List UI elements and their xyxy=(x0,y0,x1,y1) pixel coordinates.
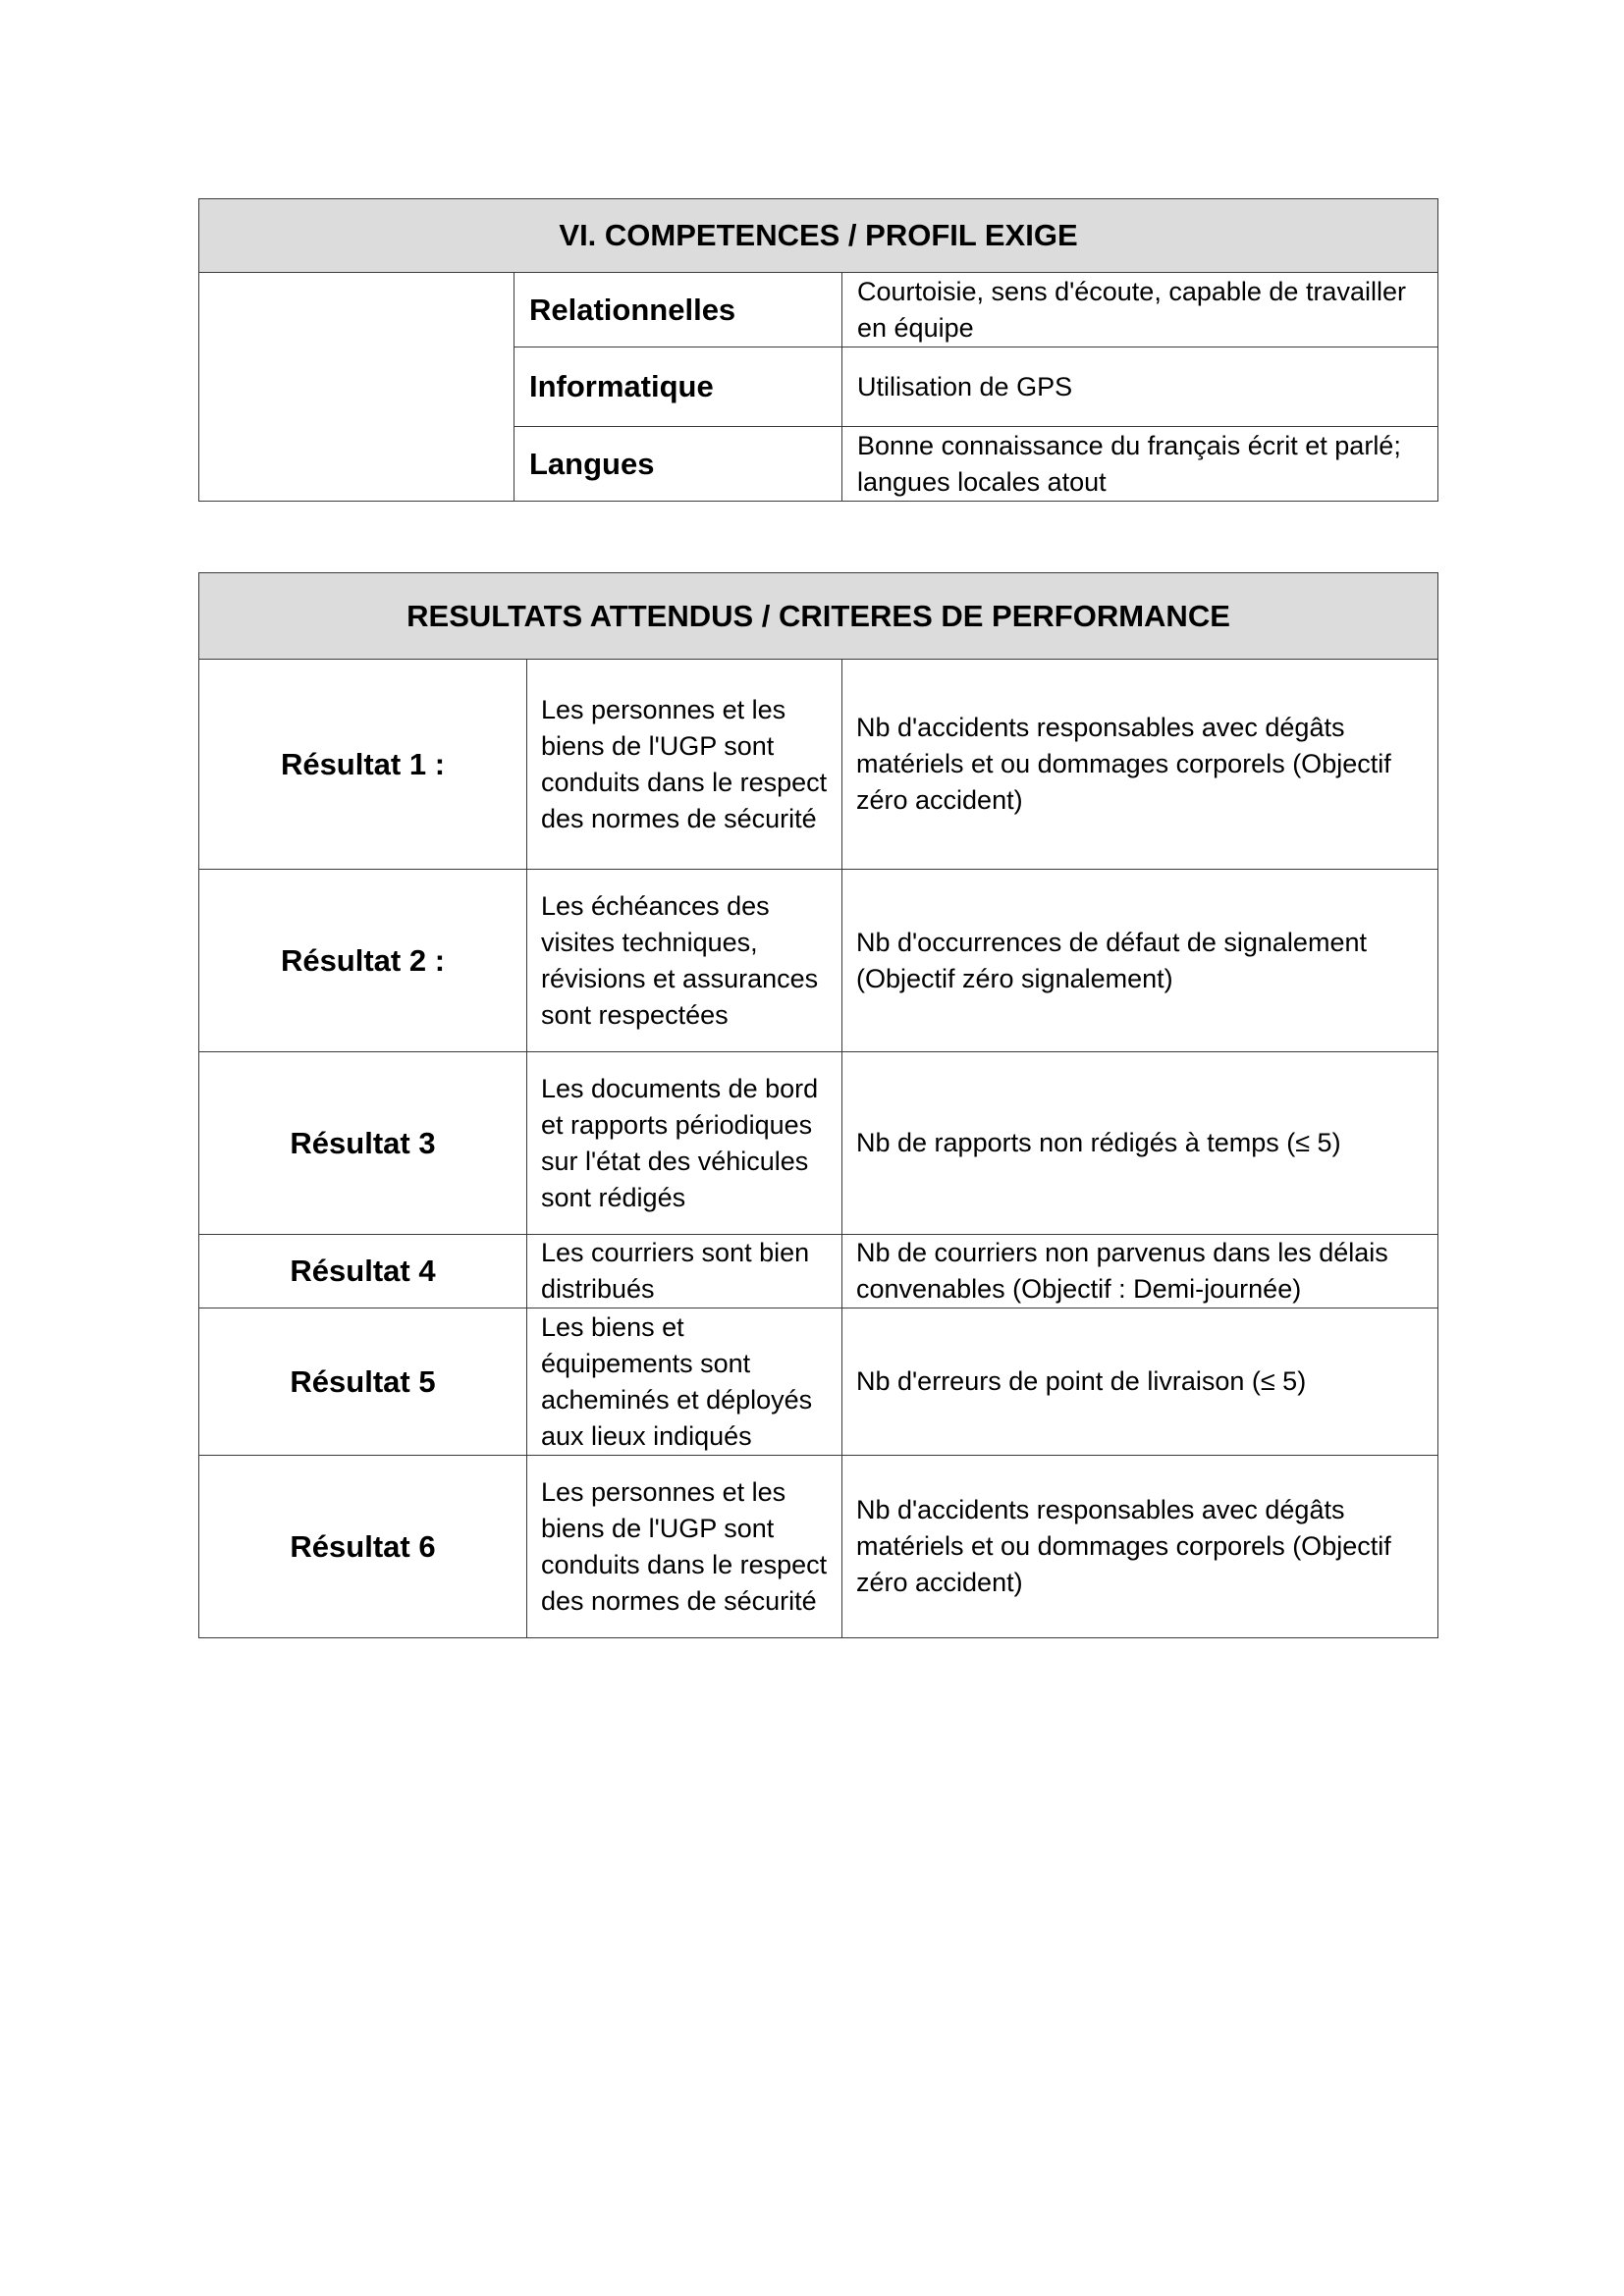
competences-title: VI. COMPETENCES / PROFIL EXIGE xyxy=(199,199,1438,273)
skill-description: Utilisation de GPS xyxy=(842,347,1438,427)
resultat-description: Les documents de bord et rapports périodiques sur l'état des véhicules sont rédigés xyxy=(527,1052,842,1235)
skill-label: Langues xyxy=(514,427,842,502)
resultat-label: Résultat 6 xyxy=(199,1456,527,1638)
resultat-label: Résultat 1 : xyxy=(199,660,527,870)
skill-label: Informatique xyxy=(514,347,842,427)
resultat-critere: Nb d'occurrences de défaut de signalement (Objectif zéro signalement) xyxy=(842,870,1438,1052)
resultat-label: Résultat 4 xyxy=(199,1235,527,1308)
resultat-label: Résultat 2 : xyxy=(199,870,527,1052)
skill-description: Courtoisie, sens d'écoute, capable de travailler en équipe xyxy=(842,273,1438,347)
resultat-label: Résultat 3 xyxy=(199,1052,527,1235)
competences-table xyxy=(198,198,1438,502)
skill-description: Bonne connaissance du français écrit et parlé; langues locales atout xyxy=(842,427,1438,502)
resultats-title: RESULTATS ATTENDUS / CRITERES DE PERFORMANCE xyxy=(199,573,1438,660)
resultat-critere: Nb d'erreurs de point de livraison (≤ 5) xyxy=(842,1308,1438,1456)
resultat-description: Les courriers sont bien distribués xyxy=(527,1235,842,1308)
resultat-description: Les personnes et les biens de l'UGP sont conduits dans le respect des normes de sécurité xyxy=(527,1456,842,1638)
resultat-critere: Nb de rapports non rédigés à temps (≤ 5) xyxy=(842,1052,1438,1235)
resultat-description: Les échéances des visites techniques, révisions et assurances sont respectées xyxy=(527,870,842,1052)
resultat-description: Les personnes et les biens de l'UGP sont conduits dans le respect des normes de sécurité xyxy=(527,660,842,870)
resultat-description: Les biens et équipements sont acheminés et déployés aux lieux indiqués xyxy=(527,1308,842,1456)
resultat-label: Résultat 5 xyxy=(199,1308,527,1456)
resultat-critere: Nb d'accidents responsables avec dégâts matériels et ou dommages corporels (Objectif zéro accident) xyxy=(842,660,1438,870)
competences-empty-cell xyxy=(199,273,514,502)
skill-label: Relationnelles xyxy=(514,273,842,347)
resultat-critere: Nb d'accidents responsables avec dégâts matériels et ou dommages corporels (Objectif zéro accident) xyxy=(842,1456,1438,1638)
resultats-table xyxy=(198,572,1438,1638)
resultat-critere: Nb de courriers non parvenus dans les délais convenables (Objectif : Demi-journée) xyxy=(842,1235,1438,1308)
